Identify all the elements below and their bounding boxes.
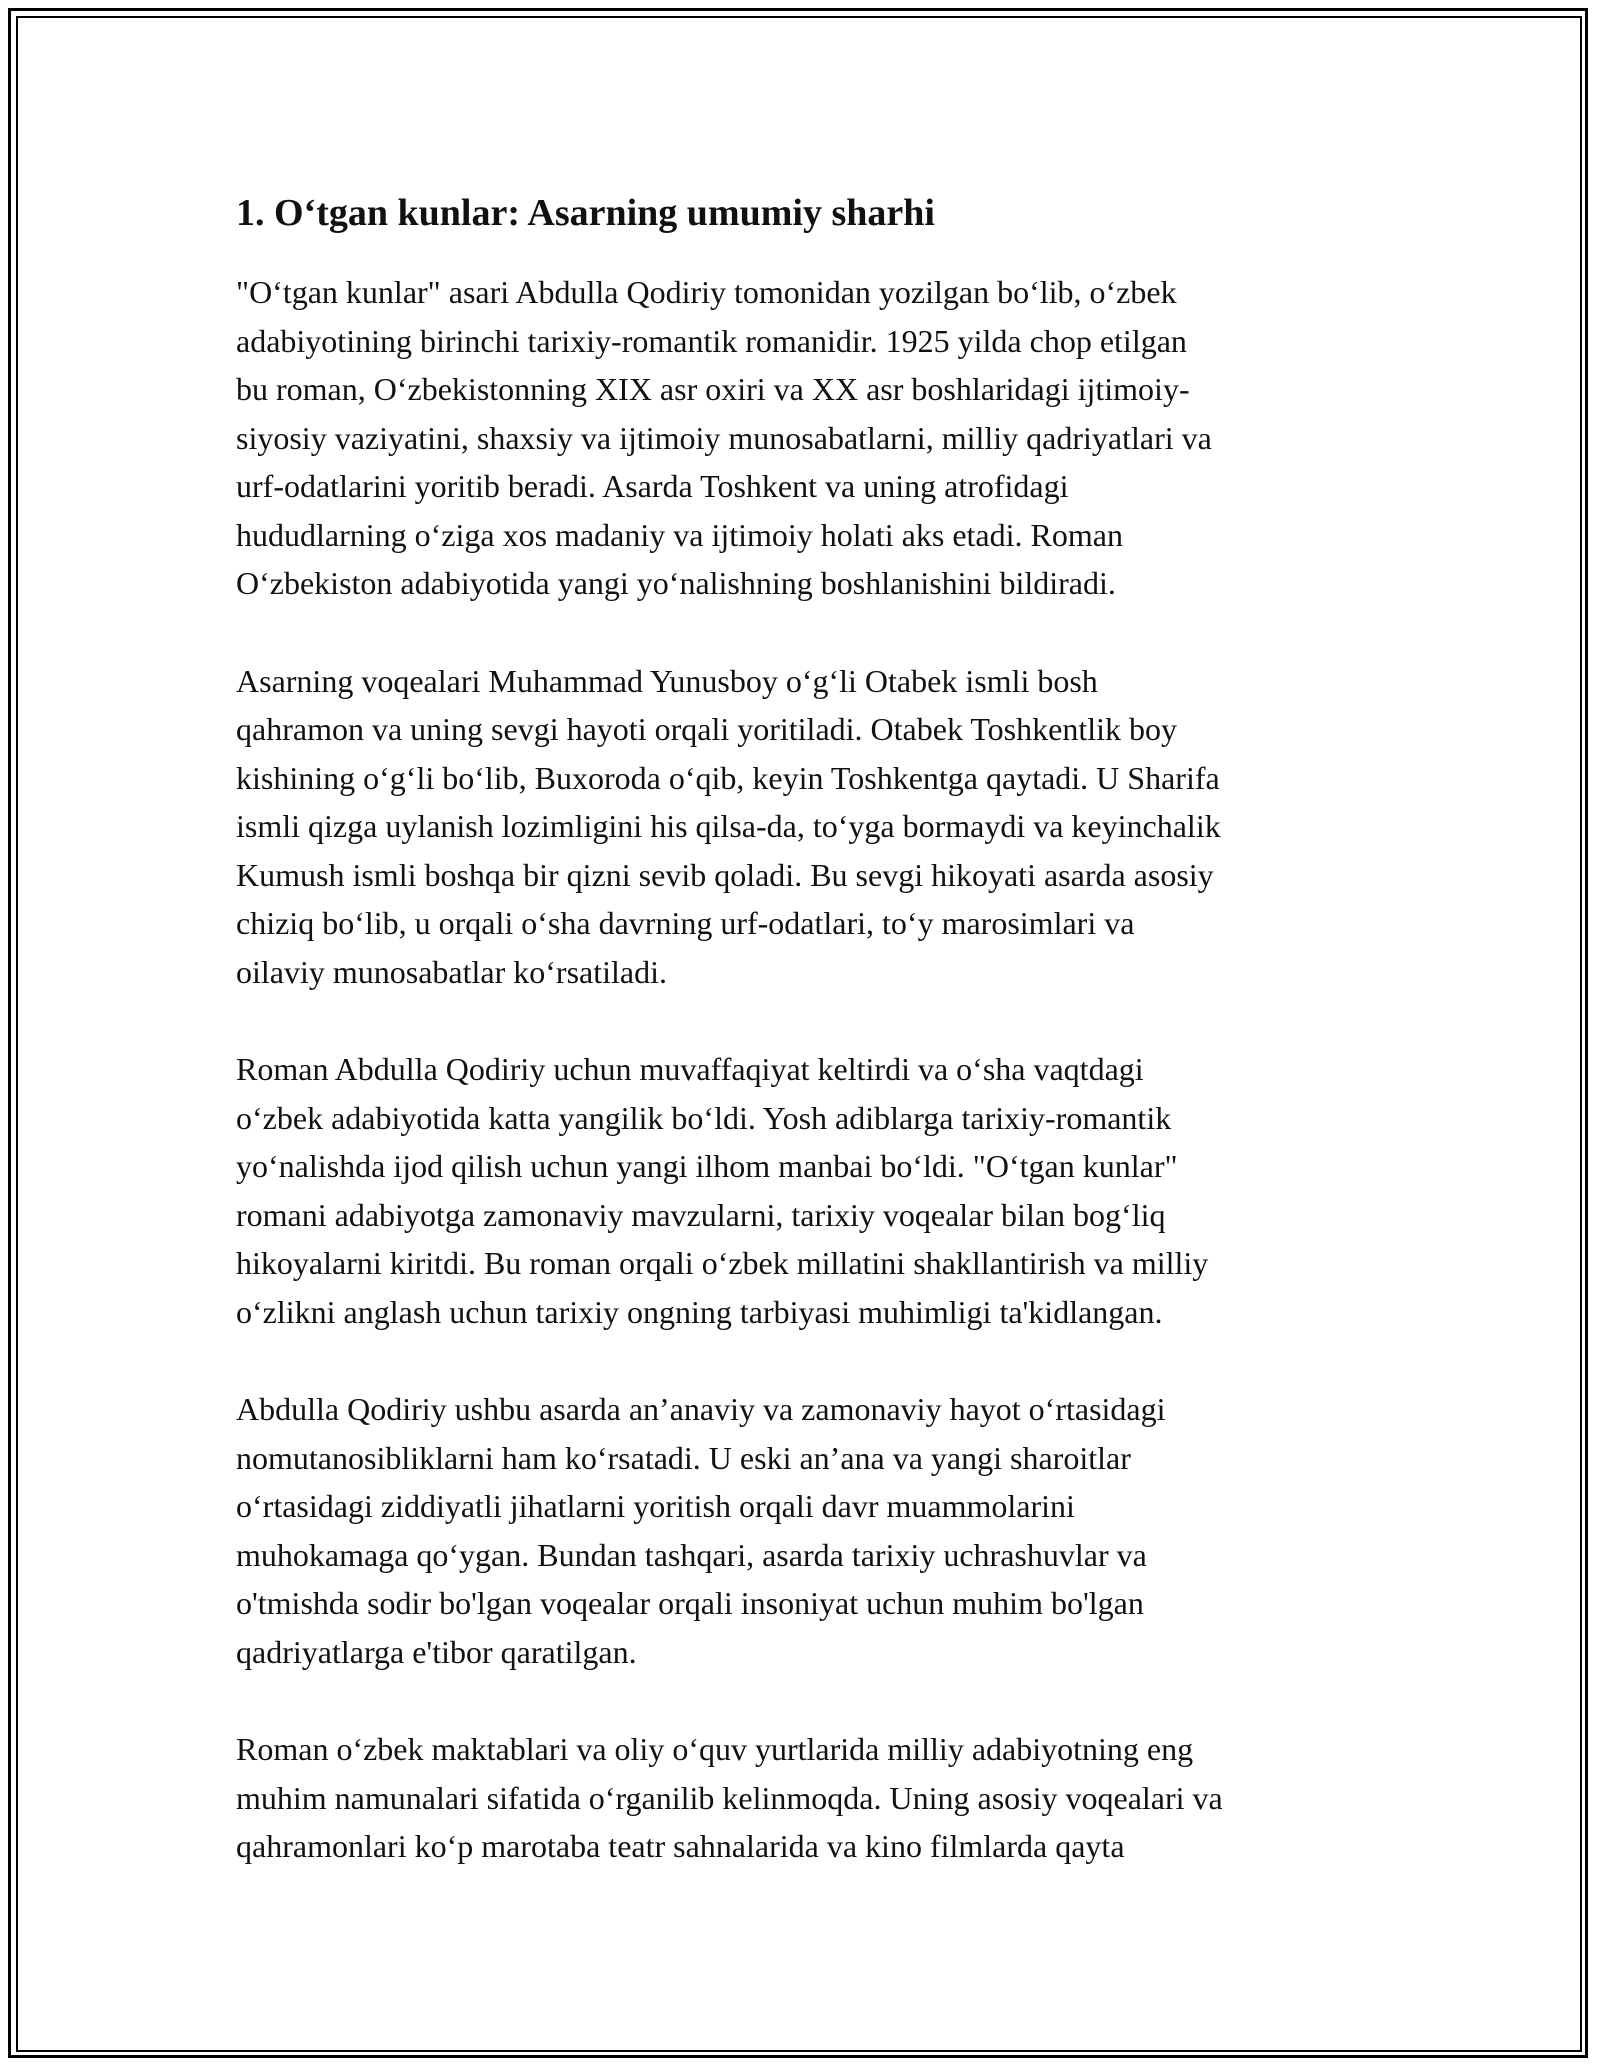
paragraph-5: Roman o‘zbek maktablari va oliy o‘quv yurtlarida milliy adabiyotning eng muhim namunalari sifatida o‘rganilib kelinmoqda. Uning asosiy voqealari va qahramonlari ko‘p marotaba teatr sahnalarida va kino filmlarda qayta <box>236 1731 1223 1864</box>
paragraph-1: "O‘tgan kunlar" asari Abdulla Qodiriy tomonidan yozilgan bo‘lib, o‘zbek adabiyotining birinchi tarixiy-romantik romanidir. 1925 yilda chop etilgan bu roman, O‘zbekistonning XIX asr oxiri va XX asr boshlaridagi ijtimoiy- siyosiy vaziyatini, shaxsiy va ijtimoiy munosabatlarni, milliy qadriyatlari va urf-odatlarini yoritib beradi. Asarda Toshkent va uning atrofidagi hududlarning o‘ziga xos madaniy va ijtimoiy holati aks etadi. Roman O‘zbekiston adabiyotida yangi yo‘nalishning boshlanishini bildiradi. <box>236 274 1212 601</box>
paragraph-4: Abdulla Qodiriy ushbu asarda an’anaviy va zamonaviy hayot o‘rtasidagi nomutanosibliklarni ham ko‘rsatadi. U eski an’ana va yangi sharoitlar o‘rtasidagi ziddiyatli jihatlarni yoritish orqali davr muammolarini muhokamaga qo‘ygan. Bundan tashqari, asarda tarixiy uchrashuvlar va o'tmishda sodir bo'lgan voqealar orqali insoniyat uchun muhim bo'lgan qadriyatlarga e'tibor qaratilgan. <box>236 1391 1166 1670</box>
document-body <box>236 188 1370 1920</box>
paragraph-2: Asarning voqealari Muhammad Yunusboy o‘g‘li Otabek ismli bosh qahramon va uning sevgi hayoti orqali yoritiladi. Otabek Toshkentlik boy kishining o‘g‘li bo‘lib, Buxoroda o‘qib, keyin Toshkentga qaytadi. U Sharifa ismli qizga uylanish lozimligini his qilsa-da, to‘yga bormaydi va keyinchalik Kumush ismli boshqa bir qizni sevib qoladi. Bu sevgi hikoyati asarda asosiy chiziq bo‘lib, u orqali o‘sha davrning urf-odatlari, to‘y marosimlari va oilaviy munosabatlar ko‘rsatiladi. <box>236 662 1221 990</box>
paragraph-3: Roman Abdulla Qodiriy uchun muvaffaqiyat keltirdi va o‘sha vaqtdagi o‘zbek adabiyotida katta yangilik bo‘ldi. Yosh adiblarga tarixiy-romantik yo‘nalishda ijod qilish uchun yangi ilhom manbai bo‘ldi. "O‘tgan kunlar" romani adabiyotga zamonaviy mavzularni, tarixiy voqealar bilan bog‘liq hikoyalarni kiritdi. Bu roman orqali o‘zbek millatini shakllantirish va milliy o‘zlikni anglash uchun tarixiy ongning tarbiyasi muhimligi ta'kidlangan. <box>236 1051 1209 1330</box>
section-heading: 1. O‘tgan kunlar: Asarning umumiy sharhi <box>236 192 935 234</box>
